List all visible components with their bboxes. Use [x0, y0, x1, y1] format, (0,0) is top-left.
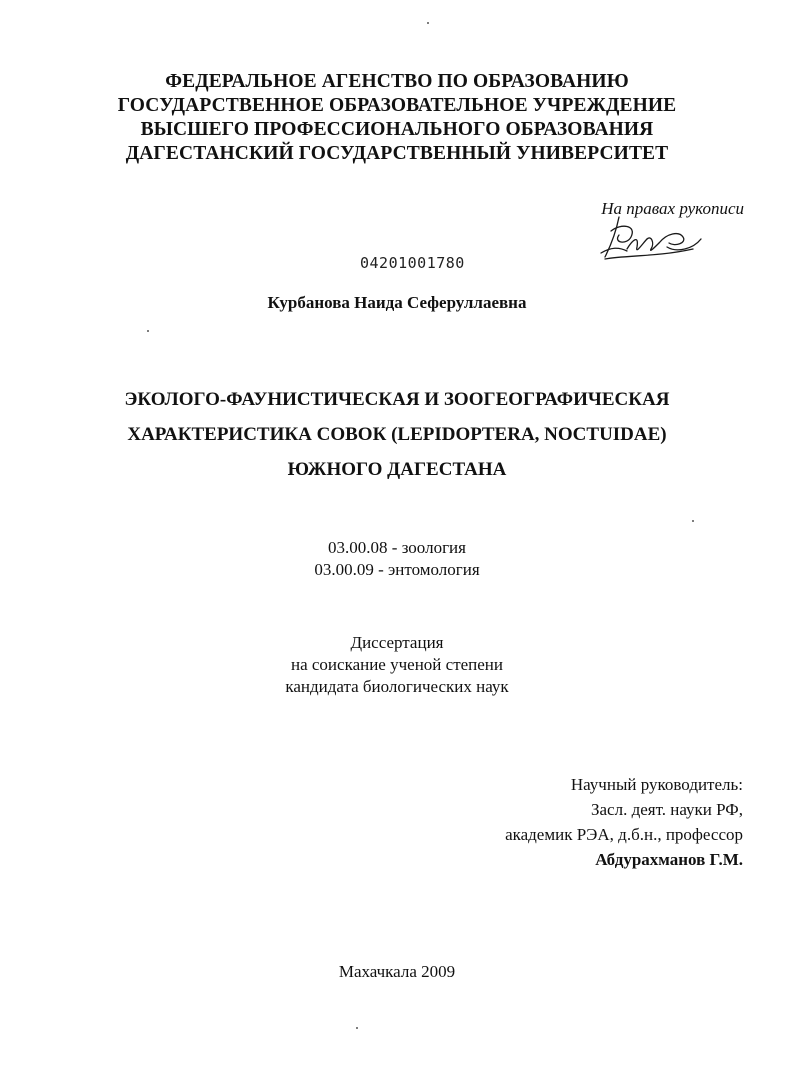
signature-icon	[597, 213, 707, 263]
dissertation-title	[0, 382, 794, 487]
supervisor-label: Научный руководитель:	[570, 775, 743, 794]
organization-header	[0, 70, 794, 166]
city-year: Махачкала 2009	[338, 962, 456, 981]
specialty-line: 03.00.09 - энтомология	[314, 560, 480, 579]
title-line: ЮЖНОГО ДАГЕСТАНА	[287, 459, 507, 480]
supervisor-name: Абдурахманов Г.М.	[595, 850, 743, 869]
scan-speck	[356, 1027, 358, 1029]
organization-line: ФЕДЕРАЛЬНОЕ АГЕНСТВО ПО ОБРАЗОВАНИЮ	[165, 71, 629, 92]
organization-line: ВЫСШЕГО ПРОФЕССИОНАЛЬНОГО ОБРАЗОВАНИЯ	[140, 119, 654, 140]
specialties	[0, 537, 794, 581]
scan-speck	[427, 22, 429, 24]
dissertation-line: Диссертация	[350, 633, 444, 652]
organization-line: ГОСУДАРСТВЕННОЕ ОБРАЗОВАТЕЛЬНОЕ УЧРЕЖДЕНИЕ	[117, 95, 677, 116]
supervisor-title: Засл. деят. науки РФ,	[591, 800, 743, 819]
scan-speck	[692, 520, 694, 522]
supervisor-title: академик РЭА, д.б.н., профессор	[505, 825, 743, 844]
dissertation-line: на соискание ученой степени	[290, 655, 504, 674]
rights-note: На правах рукописи	[601, 199, 744, 218]
organization-line: ДАГЕСТАНСКИЙ ГОСУДАРСТВЕННЫЙ УНИВЕРСИТЕТ	[125, 143, 669, 164]
specialty-line: 03.00.08 - зоология	[328, 538, 466, 557]
title-line: ЭКОЛОГО-ФАУНИСТИЧЕСКАЯ И ЗООГЕОГРАФИЧЕСКАЯ	[124, 389, 670, 410]
scan-speck	[147, 330, 149, 332]
title-line: ХАРАКТЕРИСТИКА СОВОК (LEPIDOPTERA, NOCTUIDAE)	[127, 424, 667, 445]
dissertation-description	[0, 632, 794, 698]
author-name: Курбанова Наида Сеферуллаевна	[267, 293, 527, 312]
dissertation-line: кандидата биологических наук	[285, 677, 509, 696]
supervisor-block	[505, 772, 743, 872]
inventory-number: 04201001780	[360, 254, 465, 272]
